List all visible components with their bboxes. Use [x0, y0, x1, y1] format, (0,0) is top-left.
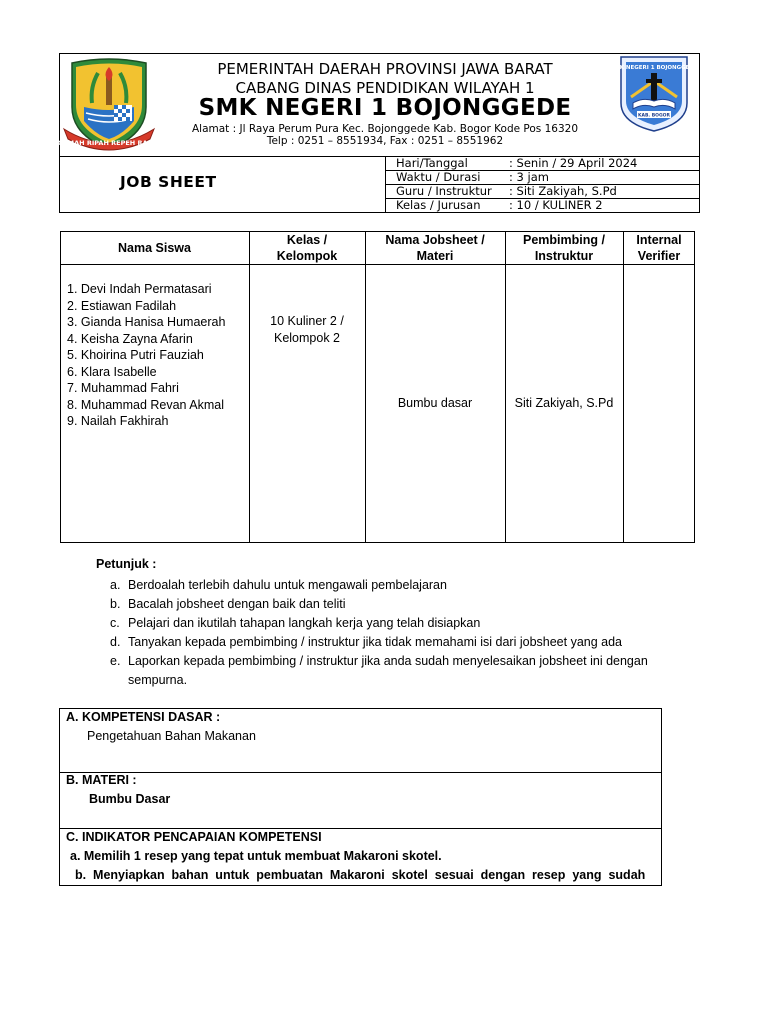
instruction-marker: c.	[110, 616, 120, 630]
basic-competence-heading: A. KOMPETENSI DASAR :	[66, 710, 221, 724]
indicator-heading: C. INDIKATOR PENCAPAIAN KOMPETENSI	[66, 830, 322, 844]
header-text: Kelompok	[276, 249, 338, 263]
info-value: : 10 / KULINER 2	[509, 198, 603, 212]
material-cell: Bumbu dasar	[397, 396, 473, 410]
student-list	[67, 281, 225, 430]
info-row-instructor	[396, 184, 696, 198]
instruction-marker: d.	[110, 635, 121, 649]
student-list-item: 5. Khoirina Putri Fauziah	[67, 348, 204, 362]
instruction-item	[110, 633, 680, 652]
competence-divider	[59, 772, 662, 773]
instruction-text: Berdoalah terlebih dahulu untuk mengawali pembelajaran	[128, 578, 447, 592]
student-list-item: 3. Gianda Hanisa Humaerah	[67, 315, 226, 329]
school-address: Alamat : Jl Raya Perum Pura Kec. Bojonggede Kab. Bogor Kode Pos 16320	[191, 123, 579, 135]
instruction-text: Laporkan kepada pembimbing / instruktur jika anda sudah menyelesaikan jobsheet ini dengan sempurna.	[128, 654, 648, 687]
competence-divider	[59, 828, 662, 829]
header-text: Instruktur	[534, 249, 594, 263]
instruction-marker: e.	[110, 654, 121, 668]
student-list-item: 4. Keisha Zayna Afarin	[67, 331, 193, 346]
header-text: Pembimbing /	[523, 233, 605, 247]
table-header-divider	[60, 264, 695, 265]
instruction-item	[110, 652, 680, 690]
west-java-emblem-logo	[57, 57, 161, 153]
instructions-title: Petunjuk :	[96, 557, 157, 571]
header-text: Materi	[416, 249, 454, 263]
info-row-date	[396, 156, 696, 170]
table-column-divider	[505, 231, 506, 543]
student-list-item: 9. Nailah Fakhirah	[67, 414, 169, 428]
mentor-cell: Siti Zakiyah, S.Pd	[514, 396, 614, 410]
column-header-mentor	[505, 232, 623, 264]
instruction-item	[110, 614, 680, 633]
student-list-item: 8. Muhammad Revan Akmal	[67, 397, 225, 412]
column-header-student-name	[60, 232, 249, 256]
header-text: Internal	[636, 233, 682, 247]
logo-sub-text: KAB. BOGOR	[638, 113, 670, 119]
class-name: 10 Kuliner 2 /	[270, 314, 344, 328]
material-text: Bumbu Dasar	[89, 792, 171, 806]
info-row-class	[396, 198, 696, 212]
student-list-item: 1. Devi Indah Permatasari	[67, 282, 212, 296]
education-branch-name: CABANG DINAS PENDIDIKAN WILAYAH 1	[235, 79, 535, 97]
logo-motto-text: GEMAH RIPAH REPEH RAPIH	[57, 139, 161, 147]
info-label: Hari/Tanggal	[396, 156, 468, 170]
header-text: Nama Siswa	[118, 241, 191, 255]
school-emblem-logo	[610, 53, 698, 133]
student-list-item: 7. Muhammad Fahri	[67, 381, 179, 395]
instruction-item	[110, 576, 680, 595]
instruction-text: Tanyakan kepada pembimbing / instruktur jika tidak memahami isi dari jobsheet yang ada	[128, 635, 623, 649]
instruction-list	[110, 576, 680, 690]
header-text: Kelas /	[286, 233, 328, 247]
instruction-text: Bacalah jobsheet dengan baik dan teliti	[128, 597, 346, 611]
info-label: Guru / Instruktur	[396, 184, 492, 198]
header-text: Verifier	[637, 249, 681, 263]
student-list-item: 2. Estiawan Fadilah	[67, 298, 177, 313]
column-header-jobsheet	[365, 232, 505, 264]
table-column-divider	[623, 231, 624, 543]
basic-competence-text: Pengetahuan Bahan Makanan	[87, 729, 256, 743]
instruction-text: Pelajari dan ikutilah tahapan langkah kerja yang telah disiapkan	[128, 616, 481, 630]
logo-school-text: SMK NEGERI 1 BOJONGGEDE	[610, 65, 698, 71]
info-label: Waktu / Durasi	[396, 170, 481, 184]
instruction-marker: b.	[110, 597, 121, 611]
info-value: : Senin / 29 April 2024	[509, 156, 638, 170]
indicator-item: a. Memilih 1 resep yang tepat untuk membuat Makaroni skotel.	[70, 849, 442, 863]
instruction-item	[110, 595, 680, 614]
column-header-verifier	[623, 232, 695, 264]
government-name: PEMERINTAH DAERAH PROVINSI JAWA BARAT	[217, 60, 553, 78]
school-phone: Telp : 0251 – 8551934, Fax : 0251 – 8551962	[266, 135, 504, 147]
info-value: : Siti Zakiyah, S.Pd	[509, 184, 617, 198]
material-heading: B. MATERI :	[66, 773, 137, 787]
table-column-divider	[365, 231, 366, 543]
instruction-marker: a.	[110, 578, 121, 592]
info-value: : 3 jam	[509, 170, 549, 184]
group-name: Kelompok 2	[273, 330, 340, 345]
info-row-duration	[396, 170, 696, 184]
table-column-divider	[249, 231, 250, 543]
student-list-item: 6. Klara Isabelle	[67, 364, 157, 379]
class-group-cell	[249, 313, 365, 346]
header-text: Nama Jobsheet /	[385, 233, 485, 247]
page-title: JOB SHEET	[120, 173, 217, 191]
info-label: Kelas / Jurusan	[396, 198, 481, 212]
indicator-item: b. Menyiapkan bahan untuk pembuatan Makaroni skotel sesuai dengan resep yang sudah	[75, 868, 646, 882]
school-name: SMK NEGERI 1 BOJONGGEDE	[198, 95, 572, 121]
column-header-class	[249, 232, 365, 264]
